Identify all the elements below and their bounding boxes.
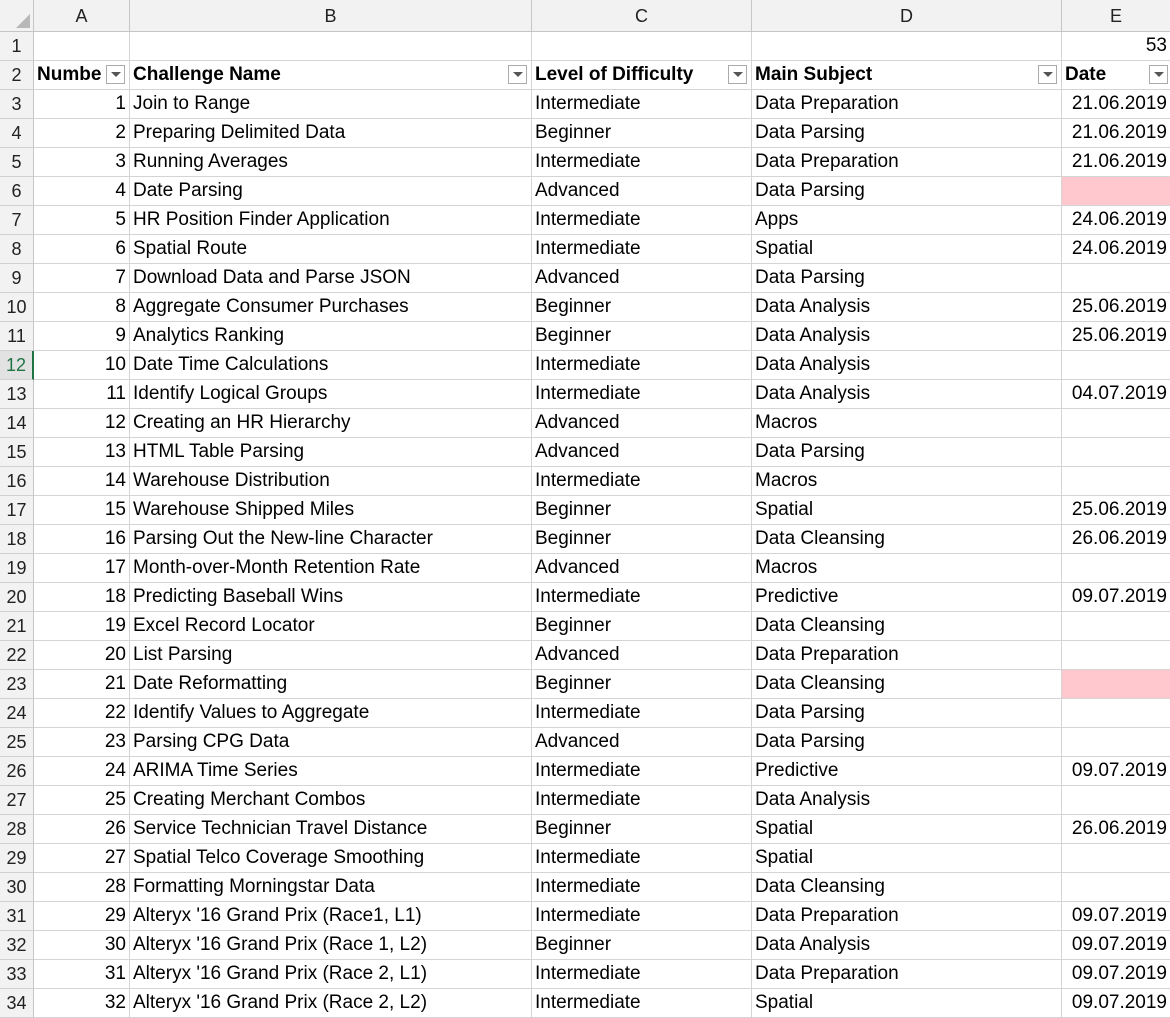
cell-subject[interactable]: Apps — [752, 206, 1062, 235]
cell-number[interactable]: 16 — [34, 525, 130, 554]
cell-date[interactable]: 24.06.2019 — [1062, 206, 1170, 235]
cell-challenge-name[interactable]: Warehouse Distribution — [130, 467, 532, 496]
cell-number[interactable]: 3 — [34, 148, 130, 177]
cell-subject[interactable]: Data Parsing — [752, 264, 1062, 293]
cell-number[interactable]: 5 — [34, 206, 130, 235]
cell-number[interactable]: 7 — [34, 264, 130, 293]
row-header[interactable]: 8 — [0, 235, 34, 264]
row-header[interactable]: 16 — [0, 467, 34, 496]
cell-level[interactable]: Intermediate — [532, 699, 752, 728]
cell-date[interactable] — [1062, 699, 1170, 728]
cell-challenge-name[interactable]: Date Time Calculations — [130, 351, 532, 380]
cell-date[interactable] — [1062, 873, 1170, 902]
cell-date[interactable]: 26.06.2019 — [1062, 815, 1170, 844]
sheet-row — [0, 32, 1170, 61]
filter-dropdown-icon[interactable] — [728, 65, 747, 84]
table-row — [0, 989, 1170, 1018]
cell-level[interactable]: Intermediate — [532, 960, 752, 989]
cell-subject[interactable]: Macros — [752, 467, 1062, 496]
cell-number[interactable]: 17 — [34, 554, 130, 583]
cell-number[interactable]: 28 — [34, 873, 130, 902]
cell-date[interactable]: 21.06.2019 — [1062, 119, 1170, 148]
row-header[interactable]: 7 — [0, 206, 34, 235]
table-header-row — [0, 61, 1170, 90]
table-row — [0, 960, 1170, 989]
table-row — [0, 467, 1170, 496]
table-row — [0, 670, 1170, 699]
cell-number[interactable]: 31 — [34, 960, 130, 989]
table-row — [0, 264, 1170, 293]
cell-challenge-name[interactable]: Identify Logical Groups — [130, 380, 532, 409]
header-label-subject: Main Subject — [755, 64, 873, 85]
table-row — [0, 206, 1170, 235]
table-row — [0, 815, 1170, 844]
cell-date[interactable] — [1062, 844, 1170, 873]
row-header[interactable]: 20 — [0, 583, 34, 612]
cell-level[interactable]: Advanced — [532, 641, 752, 670]
row-header[interactable]: 32 — [0, 931, 34, 960]
cell-challenge-name[interactable]: HR Position Finder Application — [130, 206, 532, 235]
cell-date[interactable]: 21.06.2019 — [1062, 90, 1170, 119]
cell-subject[interactable]: Data Parsing — [752, 177, 1062, 206]
cell-date[interactable] — [1062, 786, 1170, 815]
row-header[interactable]: 11 — [0, 322, 34, 351]
cell-date[interactable]: 24.06.2019 — [1062, 235, 1170, 264]
cell-subject[interactable]: Data Analysis — [752, 322, 1062, 351]
cell-number[interactable]: 8 — [34, 293, 130, 322]
table-row — [0, 844, 1170, 873]
cell-challenge-name[interactable]: List Parsing — [130, 641, 532, 670]
cell-date[interactable]: 25.06.2019 — [1062, 322, 1170, 351]
cell-challenge-name[interactable]: Warehouse Shipped Miles — [130, 496, 532, 525]
cell-number[interactable]: 1 — [34, 90, 130, 119]
row-header[interactable]: 22 — [0, 641, 34, 670]
cell-challenge-name[interactable]: Month-over-Month Retention Rate — [130, 554, 532, 583]
table-row — [0, 322, 1170, 351]
row-header[interactable]: 2 — [0, 61, 34, 90]
cell-level[interactable]: Intermediate — [532, 583, 752, 612]
cell-challenge-name[interactable]: Service Technician Travel Distance — [130, 815, 532, 844]
cell-date[interactable]: 09.07.2019 — [1062, 757, 1170, 786]
row-header[interactable]: 33 — [0, 960, 34, 989]
column-header-e[interactable]: E — [1062, 0, 1170, 32]
row-header[interactable]: 15 — [0, 438, 34, 467]
cell-total-count[interactable]: 53 — [1062, 32, 1170, 61]
cell-date[interactable]: 09.07.2019 — [1062, 960, 1170, 989]
table-row — [0, 931, 1170, 960]
row-header[interactable]: 23 — [0, 670, 34, 699]
table-row — [0, 409, 1170, 438]
cell-number[interactable]: 26 — [34, 815, 130, 844]
cell-subject[interactable]: Data Analysis — [752, 931, 1062, 960]
row-header[interactable]: 14 — [0, 409, 34, 438]
table-row — [0, 641, 1170, 670]
cell-number[interactable]: 15 — [34, 496, 130, 525]
cell[interactable] — [532, 32, 752, 61]
filter-dropdown-icon[interactable] — [508, 65, 527, 84]
row-header[interactable]: 18 — [0, 525, 34, 554]
cell-challenge-name[interactable]: Join to Range — [130, 90, 532, 119]
cell-date[interactable]: 26.06.2019 — [1062, 525, 1170, 554]
table-row — [0, 293, 1170, 322]
cell-level[interactable]: Intermediate — [532, 206, 752, 235]
cell-number[interactable]: 10 — [34, 351, 130, 380]
cell-subject[interactable]: Spatial — [752, 844, 1062, 873]
cell-challenge-name[interactable]: ARIMA Time Series — [130, 757, 532, 786]
cell-challenge-name[interactable]: Spatial Route — [130, 235, 532, 264]
table-row — [0, 554, 1170, 583]
cell-date[interactable]: 21.06.2019 — [1062, 148, 1170, 177]
row-header[interactable]: 31 — [0, 902, 34, 931]
header-cell-subject[interactable] — [752, 61, 1062, 90]
cell-date[interactable]: 09.07.2019 — [1062, 902, 1170, 931]
header-cell-challenge-name[interactable] — [130, 61, 532, 90]
cell-level[interactable]: Intermediate — [532, 873, 752, 902]
cell-level[interactable]: Intermediate — [532, 467, 752, 496]
cell-challenge-name[interactable]: HTML Table Parsing — [130, 438, 532, 467]
row-header[interactable]: 13 — [0, 380, 34, 409]
column-header-c[interactable]: C — [532, 0, 752, 32]
cell-subject[interactable]: Data Parsing — [752, 728, 1062, 757]
header-label-challenge-name: Challenge Name — [133, 64, 281, 85]
row-header[interactable]: 29 — [0, 844, 34, 873]
cell-number[interactable]: 27 — [34, 844, 130, 873]
cell-level[interactable]: Advanced — [532, 438, 752, 467]
cell-subject[interactable]: Spatial — [752, 989, 1062, 1018]
cell-number[interactable]: 32 — [34, 989, 130, 1018]
cell-date[interactable]: 25.06.2019 — [1062, 496, 1170, 525]
column-header-b[interactable]: B — [130, 0, 532, 32]
cell-number[interactable]: 12 — [34, 409, 130, 438]
cell-date[interactable]: 09.07.2019 — [1062, 931, 1170, 960]
header-label-number: Numbe — [37, 64, 102, 85]
cell-number[interactable]: 21 — [34, 670, 130, 699]
cell-date[interactable] — [1062, 438, 1170, 467]
filter-dropdown-icon[interactable] — [106, 65, 125, 84]
table-row — [0, 380, 1170, 409]
row-header[interactable]: 19 — [0, 554, 34, 583]
cell-level[interactable]: Beginner — [532, 525, 752, 554]
cell-level[interactable]: Advanced — [532, 177, 752, 206]
row-header[interactable]: 6 — [0, 177, 34, 206]
column-header-d[interactable]: D — [752, 0, 1062, 32]
cell-date[interactable] — [1062, 264, 1170, 293]
table-row — [0, 235, 1170, 264]
column-header-bar — [0, 0, 1170, 32]
cell-level[interactable]: Intermediate — [532, 235, 752, 264]
cell-challenge-name[interactable]: Date Reformatting — [130, 670, 532, 699]
cell-challenge-name[interactable]: Predicting Baseball Wins — [130, 583, 532, 612]
cell-level[interactable]: Intermediate — [532, 148, 752, 177]
cell-level[interactable]: Advanced — [532, 554, 752, 583]
header-label-level: Level of Difficulty — [535, 64, 694, 85]
cell-date[interactable]: 09.07.2019 — [1062, 583, 1170, 612]
row-header[interactable]: 26 — [0, 757, 34, 786]
cell-level[interactable]: Intermediate — [532, 786, 752, 815]
cell-level[interactable]: Advanced — [532, 409, 752, 438]
cell-number[interactable]: 13 — [34, 438, 130, 467]
cell-challenge-name[interactable]: Parsing CPG Data — [130, 728, 532, 757]
cell-level[interactable]: Beginner — [532, 670, 752, 699]
cell-level[interactable]: Beginner — [532, 931, 752, 960]
cell-number[interactable]: 18 — [34, 583, 130, 612]
row-header[interactable]: 3 — [0, 90, 34, 119]
row-header[interactable]: 17 — [0, 496, 34, 525]
cell-challenge-name[interactable]: Analytics Ranking — [130, 322, 532, 351]
cell-challenge-name[interactable]: Download Data and Parse JSON — [130, 264, 532, 293]
cell-challenge-name[interactable]: Alteryx '16 Grand Prix (Race 2, L2) — [130, 989, 532, 1018]
table-row — [0, 612, 1170, 641]
table-row — [0, 177, 1170, 206]
table-row — [0, 438, 1170, 467]
row-header[interactable]: 5 — [0, 148, 34, 177]
table-row — [0, 699, 1170, 728]
table-row — [0, 351, 1170, 380]
row-header[interactable]: 21 — [0, 612, 34, 641]
table-row — [0, 496, 1170, 525]
cell-challenge-name[interactable]: Alteryx '16 Grand Prix (Race 1, L2) — [130, 931, 532, 960]
row-header[interactable]: 12 — [0, 351, 34, 380]
cell-subject[interactable]: Data Preparation — [752, 90, 1062, 119]
header-cell-level[interactable] — [532, 61, 752, 90]
cell-challenge-name[interactable]: Running Averages — [130, 148, 532, 177]
cell-number[interactable]: 9 — [34, 322, 130, 351]
cell[interactable] — [34, 32, 130, 61]
cell-subject[interactable]: Data Parsing — [752, 438, 1062, 467]
filter-dropdown-icon[interactable] — [1149, 65, 1168, 84]
cell-number[interactable]: 14 — [34, 467, 130, 496]
row-header[interactable]: 10 — [0, 293, 34, 322]
cell-date[interactable] — [1062, 554, 1170, 583]
column-header-a[interactable]: A — [34, 0, 130, 32]
cell-number[interactable]: 6 — [34, 235, 130, 264]
cell-level[interactable]: Beginner — [532, 496, 752, 525]
cell-date[interactable] — [1062, 641, 1170, 670]
cell-subject[interactable]: Data Preparation — [752, 960, 1062, 989]
cell-challenge-name[interactable]: Alteryx '16 Grand Prix (Race1, L1) — [130, 902, 532, 931]
cell-number[interactable]: 20 — [34, 641, 130, 670]
cell-date[interactable]: 25.06.2019 — [1062, 293, 1170, 322]
cell-subject[interactable]: Data Analysis — [752, 380, 1062, 409]
cell-level[interactable]: Advanced — [532, 728, 752, 757]
cell-level[interactable]: Intermediate — [532, 351, 752, 380]
row-header[interactable]: 30 — [0, 873, 34, 902]
cell-subject[interactable]: Macros — [752, 409, 1062, 438]
cell-challenge-name[interactable]: Date Parsing — [130, 177, 532, 206]
cell-level[interactable]: Intermediate — [532, 380, 752, 409]
cell-number[interactable]: 22 — [34, 699, 130, 728]
cell-level[interactable]: Beginner — [532, 612, 752, 641]
cell-date[interactable] — [1062, 670, 1170, 699]
table-row — [0, 728, 1170, 757]
row-header[interactable]: 27 — [0, 786, 34, 815]
cell-challenge-name[interactable]: Aggregate Consumer Purchases — [130, 293, 532, 322]
cell-subject[interactable]: Data Parsing — [752, 699, 1062, 728]
cell-level[interactable]: Beginner — [532, 815, 752, 844]
table-row — [0, 583, 1170, 612]
cell-subject[interactable]: Spatial — [752, 496, 1062, 525]
cell-subject[interactable]: Data Cleansing — [752, 670, 1062, 699]
cell-date[interactable] — [1062, 409, 1170, 438]
cell-number[interactable]: 29 — [34, 902, 130, 931]
row-header[interactable]: 1 — [0, 32, 34, 61]
table-row — [0, 90, 1170, 119]
row-header[interactable]: 24 — [0, 699, 34, 728]
table-row — [0, 119, 1170, 148]
select-all-corner[interactable] — [0, 0, 34, 32]
row-header[interactable]: 4 — [0, 119, 34, 148]
cell-subject[interactable]: Data Preparation — [752, 902, 1062, 931]
cell-challenge-name[interactable]: Creating Merchant Combos — [130, 786, 532, 815]
cell-challenge-name[interactable]: Excel Record Locator — [130, 612, 532, 641]
cell-number[interactable]: 30 — [34, 931, 130, 960]
table-row — [0, 873, 1170, 902]
cell-level[interactable]: Intermediate — [532, 989, 752, 1018]
table-row — [0, 786, 1170, 815]
cell-subject[interactable]: Data Preparation — [752, 641, 1062, 670]
cell[interactable] — [130, 32, 532, 61]
cell-date[interactable] — [1062, 612, 1170, 641]
cell-level[interactable]: Intermediate — [532, 844, 752, 873]
cell-challenge-name[interactable]: Alteryx '16 Grand Prix (Race 2, L1) — [130, 960, 532, 989]
cell-number[interactable]: 4 — [34, 177, 130, 206]
table-row — [0, 148, 1170, 177]
cell-subject[interactable]: Data Preparation — [752, 148, 1062, 177]
row-header[interactable]: 9 — [0, 264, 34, 293]
table-row — [0, 902, 1170, 931]
cell-date[interactable] — [1062, 467, 1170, 496]
header-cell-number[interactable] — [34, 61, 130, 90]
cell-date[interactable] — [1062, 728, 1170, 757]
cell-number[interactable]: 24 — [34, 757, 130, 786]
row-header[interactable]: 28 — [0, 815, 34, 844]
table-row — [0, 757, 1170, 786]
cell-level[interactable]: Beginner — [532, 293, 752, 322]
cell-subject[interactable]: Spatial — [752, 235, 1062, 264]
cell-subject[interactable]: Data Parsing — [752, 119, 1062, 148]
cell-number[interactable]: 19 — [34, 612, 130, 641]
cell-level[interactable]: Beginner — [532, 119, 752, 148]
cell-challenge-name[interactable]: Preparing Delimited Data — [130, 119, 532, 148]
cell-subject[interactable]: Spatial — [752, 815, 1062, 844]
cell-number[interactable]: 11 — [34, 380, 130, 409]
cell-challenge-name[interactable]: Spatial Telco Coverage Smoothing — [130, 844, 532, 873]
cell-date[interactable]: 09.07.2019 — [1062, 989, 1170, 1018]
cell-level[interactable]: Intermediate — [532, 902, 752, 931]
cell-subject[interactable]: Data Cleansing — [752, 612, 1062, 641]
cell-challenge-name[interactable]: Parsing Out the New-line Character — [130, 525, 532, 554]
cell-date[interactable]: 04.07.2019 — [1062, 380, 1170, 409]
filter-dropdown-icon[interactable] — [1038, 65, 1057, 84]
cell-subject[interactable]: Predictive — [752, 583, 1062, 612]
header-cell-date[interactable] — [1062, 61, 1170, 90]
cell-date[interactable] — [1062, 177, 1170, 206]
cell-number[interactable]: 23 — [34, 728, 130, 757]
row-header[interactable]: 34 — [0, 989, 34, 1018]
cell-level[interactable]: Advanced — [532, 264, 752, 293]
header-label-date: Date — [1065, 64, 1107, 85]
cell-number[interactable]: 2 — [34, 119, 130, 148]
cell-challenge-name[interactable]: Creating an HR Hierarchy — [130, 409, 532, 438]
cell-level[interactable]: Intermediate — [532, 757, 752, 786]
cell-subject[interactable]: Macros — [752, 554, 1062, 583]
cell-challenge-name[interactable]: Formatting Morningstar Data — [130, 873, 532, 902]
row-header[interactable]: 25 — [0, 728, 34, 757]
cell-level[interactable]: Beginner — [532, 322, 752, 351]
cell-subject[interactable]: Data Analysis — [752, 293, 1062, 322]
cell-subject[interactable]: Predictive — [752, 757, 1062, 786]
cell-subject[interactable]: Data Analysis — [752, 786, 1062, 815]
cell-subject[interactable]: Data Cleansing — [752, 873, 1062, 902]
table-row — [0, 525, 1170, 554]
cell-date[interactable] — [1062, 351, 1170, 380]
cell-level[interactable]: Intermediate — [532, 90, 752, 119]
cell-subject[interactable]: Data Analysis — [752, 351, 1062, 380]
cell-subject[interactable]: Data Cleansing — [752, 525, 1062, 554]
cell[interactable] — [752, 32, 1062, 61]
cell-challenge-name[interactable]: Identify Values to Aggregate — [130, 699, 532, 728]
cell-number[interactable]: 25 — [34, 786, 130, 815]
